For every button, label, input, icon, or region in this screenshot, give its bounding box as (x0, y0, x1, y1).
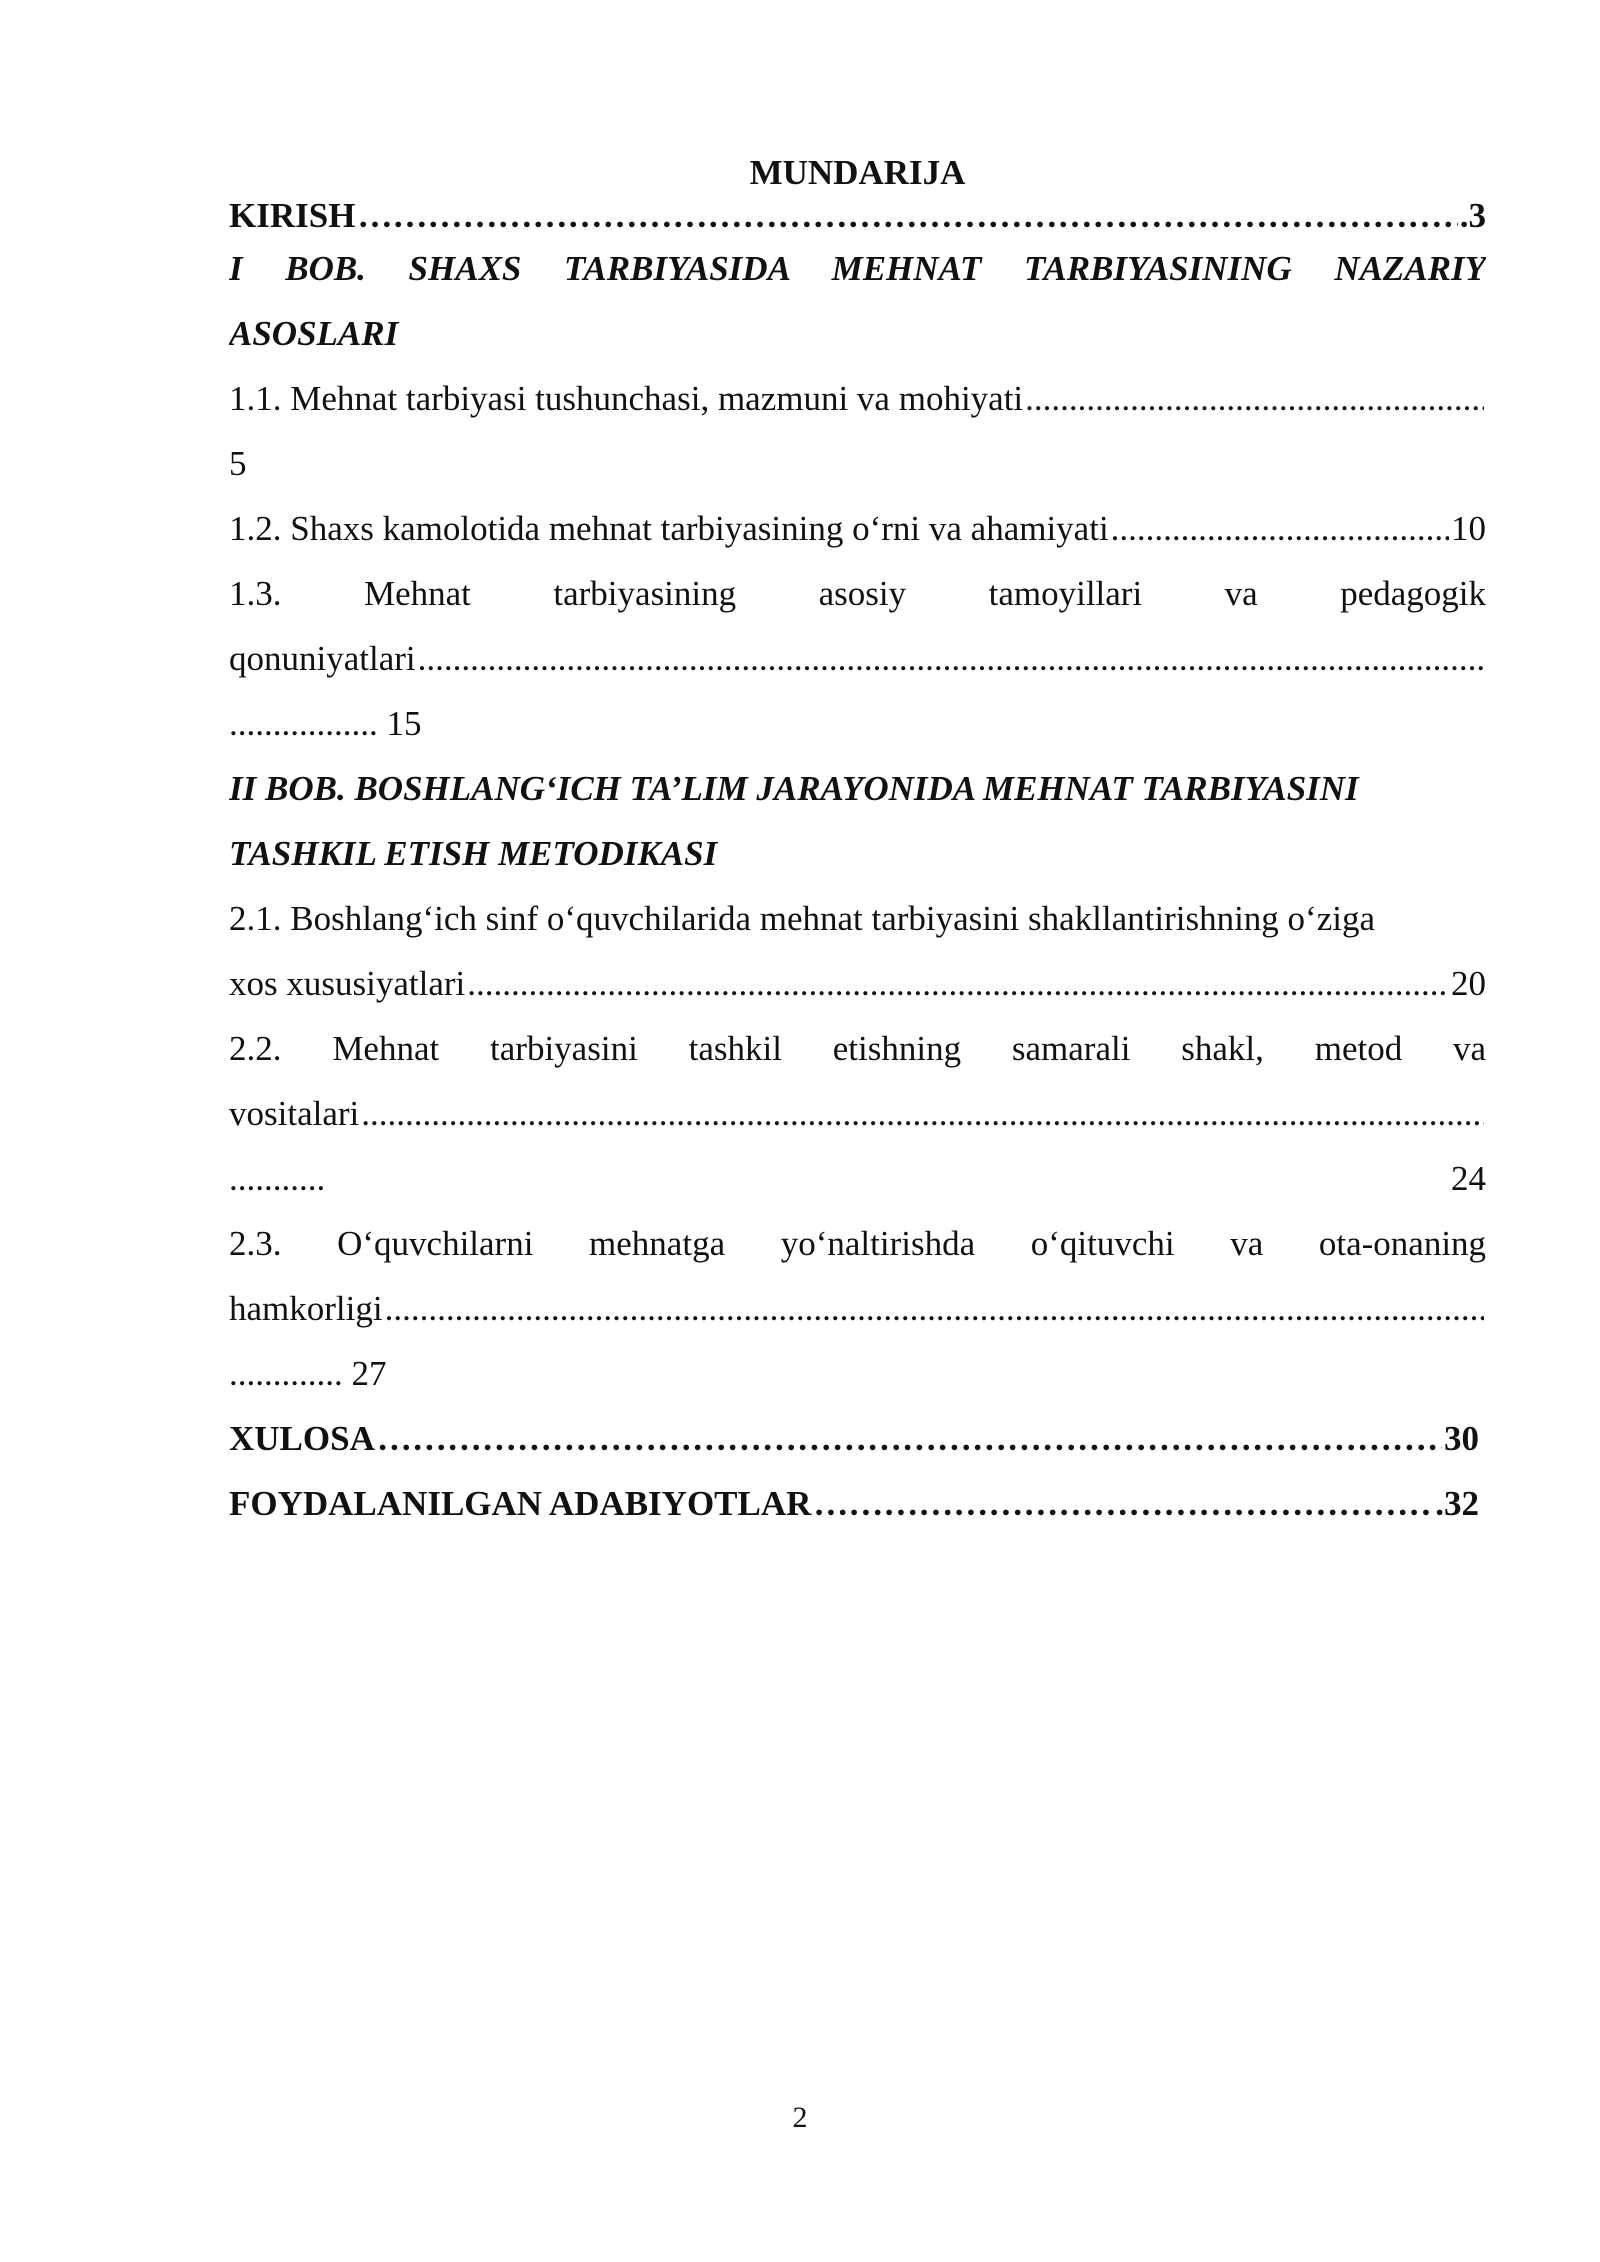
toc-entry-label: XULOSA (229, 1419, 375, 1458)
toc-leader-dots (418, 626, 1484, 691)
toc-chapter-1-heading[interactable]: I BOB. SHAXS TARBIYASIDA MEHNAT TARBIYASINING NAZARIY (229, 249, 1486, 288)
toc-entry-2-2-cont: vositalari ..... (229, 1081, 1486, 1146)
toc-entry-1-3[interactable]: 1.3. Mehnat tarbiyasining asosiy tamoyillari va pedagogik (229, 574, 1486, 613)
toc-entry-1-2[interactable] (229, 496, 1486, 561)
toc-chapter-2-heading-cont: TASHKIL ETISH METODIKASI (229, 834, 718, 873)
toc-entry-2-2-page (229, 1146, 1486, 1211)
table-of-contents (229, 150, 1486, 1536)
toc-page-number: .3 (1459, 196, 1486, 235)
toc-leader-dots (813, 1471, 1433, 1536)
toc-entry-label: FOYDALANILGAN ADABIYOTLAR (229, 1484, 812, 1523)
toc-leader-dots (1111, 496, 1449, 561)
toc-entry-2-3-page (229, 1341, 1486, 1406)
toc-page-number: 27 (351, 1354, 387, 1393)
toc-chapter-1-heading-cont: ASOSLARI (229, 314, 399, 353)
page-number: 2 (792, 2101, 808, 2134)
toc-entry-1-1[interactable] (229, 366, 1486, 431)
toc-page-number: .32 (1435, 1484, 1479, 1523)
toc-page-number: 30 (1444, 1419, 1479, 1458)
toc-leader-dots (385, 1276, 1484, 1341)
toc-entry-xulosa[interactable] (229, 1406, 1479, 1471)
toc-page-number: 10 (1451, 509, 1486, 548)
toc-entry-1-3-page (229, 691, 1486, 756)
toc-entry-2-1-cont: xos xususiyatlari ..... 20 (229, 951, 1486, 1016)
toc-leader-dots: ........... (229, 1159, 326, 1198)
toc-leader-dots (1025, 366, 1484, 431)
toc-entry-label: KIRISH (229, 196, 356, 235)
toc-page-number: 24 (1451, 1159, 1486, 1198)
toc-entry-2-3-cont: hamkorligi ..... (229, 1276, 1486, 1341)
toc-entry-2-3[interactable]: 2.3. O‘quvchilarni mehnatga yo‘naltirishda o‘qituvchi va ota-onaning (229, 1224, 1486, 1263)
toc-leader-dots (357, 196, 1457, 236)
toc-entry-label: 1.1. Mehnat tarbiyasi tushunchasi, mazmuni va mohiyati (229, 379, 1024, 418)
toc-entry-adabiyotlar[interactable] (229, 1471, 1479, 1536)
toc-page-number: 5 (229, 444, 247, 483)
toc-page-number: 15 (386, 704, 422, 743)
toc-title: MUNDARIJA (749, 153, 966, 192)
toc-leader-dots (467, 951, 1449, 1016)
toc-leader-dots (377, 1406, 1442, 1471)
toc-leader-dots (361, 1081, 1484, 1146)
toc-entry-kirish[interactable] (229, 196, 1486, 236)
toc-chapter-2-heading[interactable]: II BOB. BOSHLANG‘ICH TA’LIM JARAYONIDA MEHNAT TARBIYASINI (229, 769, 1359, 808)
toc-entry-1-3-cont: qonuniyatlari ..... (229, 626, 1486, 691)
toc-entry-2-2[interactable]: 2.2. Mehnat tarbiyasini tashkil etishning samarali shakl, metod va (229, 1029, 1486, 1068)
toc-entry-label: 1.2. Shaxs kamolotida mehnat tarbiyasining o‘rni va ahamiyati (229, 509, 1109, 548)
toc-page-number: 20 (1451, 964, 1486, 1003)
toc-entry-2-1[interactable]: 2.1. Boshlang‘ich sinf o‘quvchilarida mehnat tarbiyasini shakllantirishning o‘ziga (229, 899, 1375, 938)
toc-leader-dots: ................. (229, 704, 378, 743)
toc-leader-dots: ............. (229, 1354, 343, 1393)
